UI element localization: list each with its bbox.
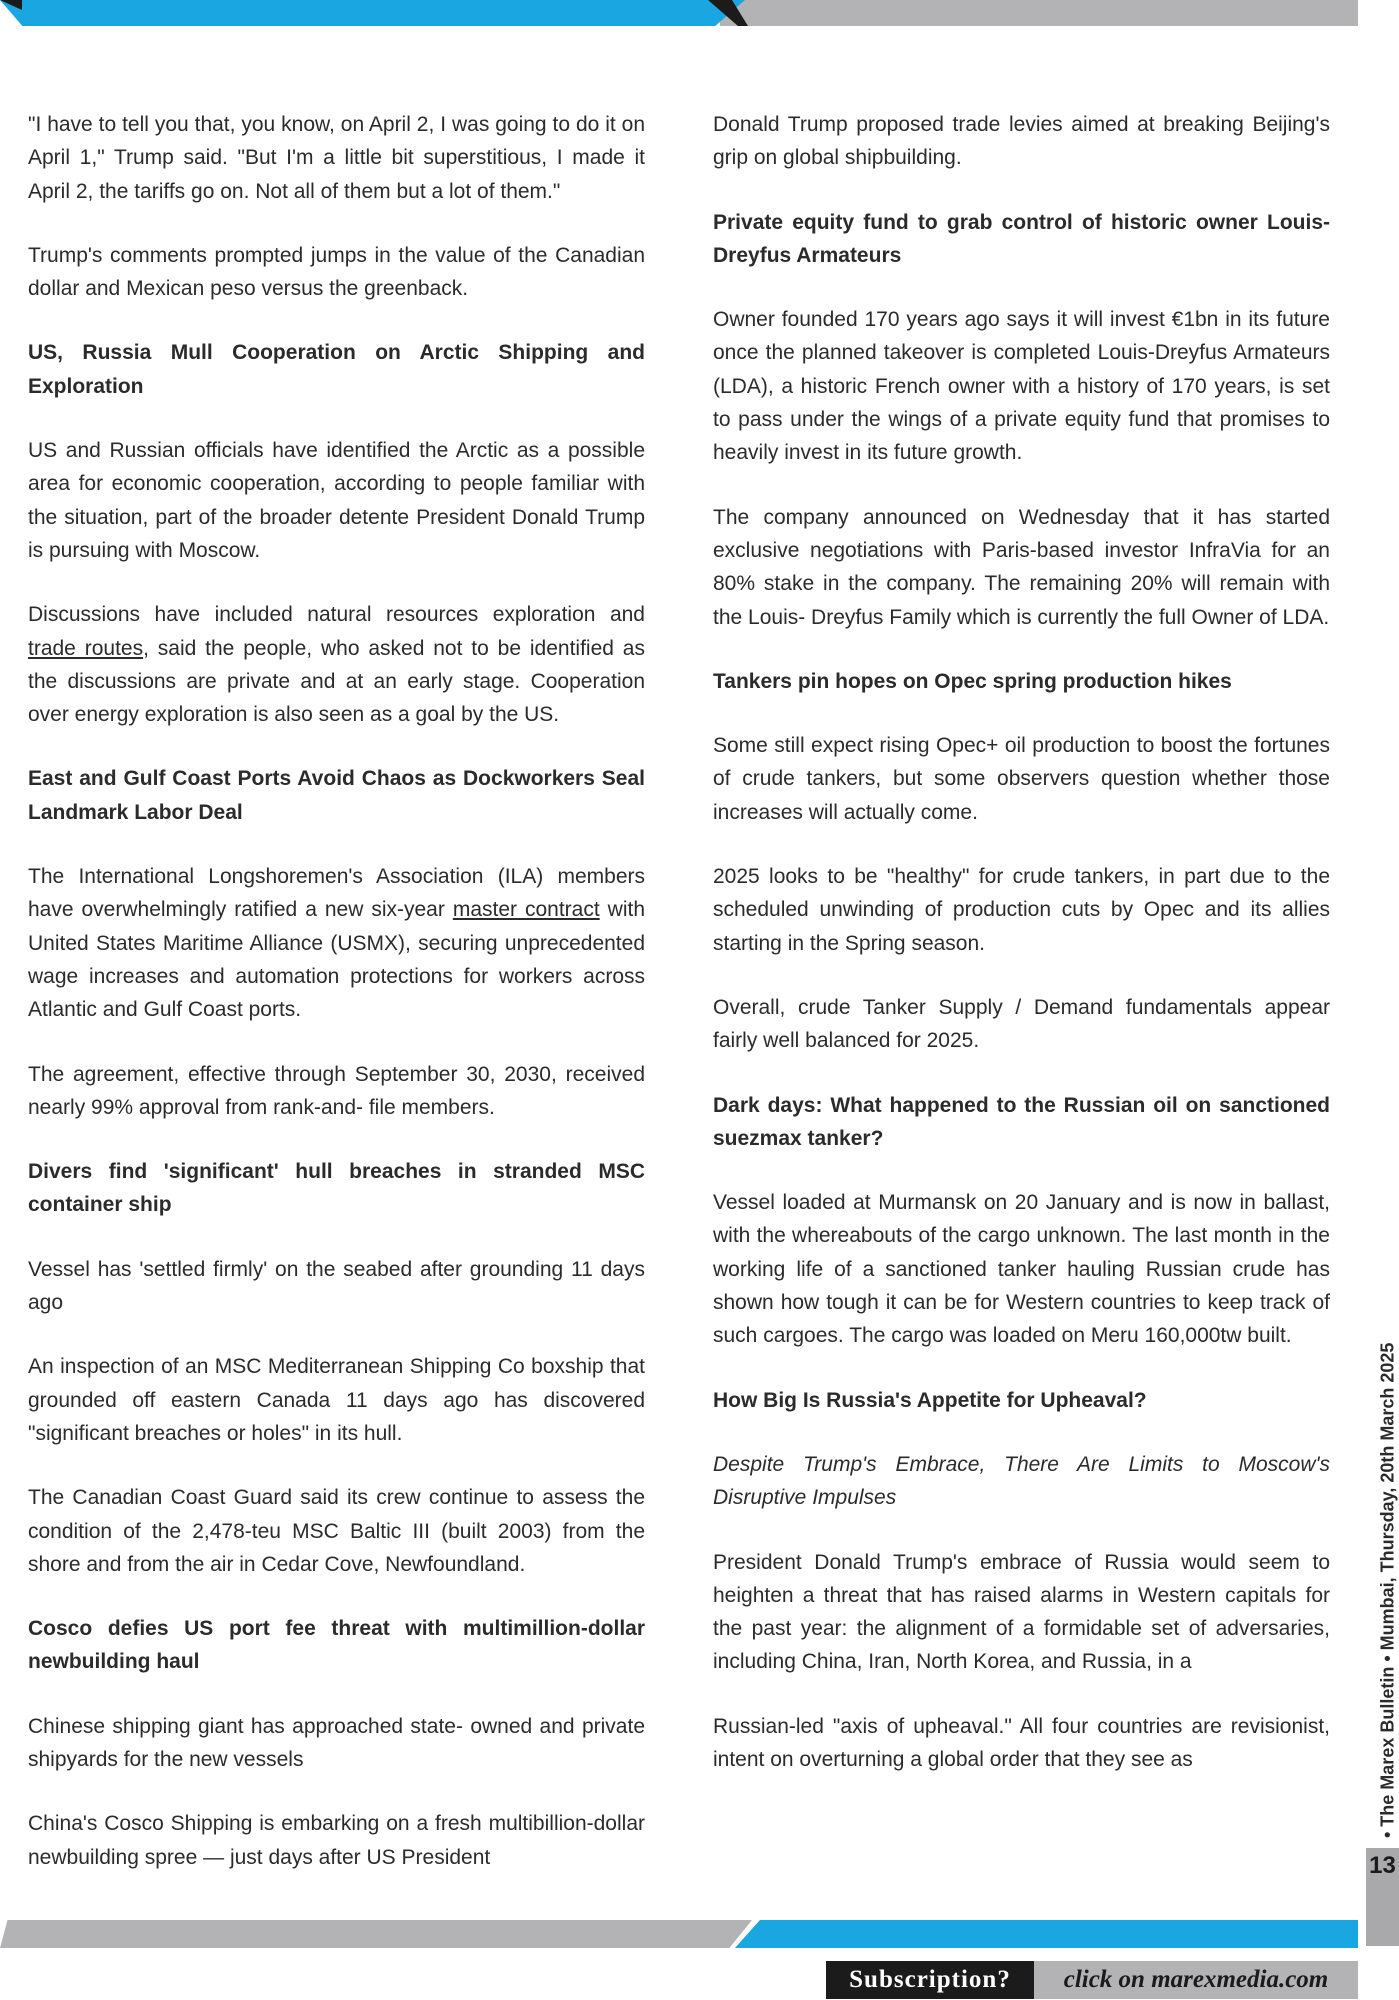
article-paragraph: An inspection of an MSC Mediterranean Shipping Co boxship that grounded off eastern Canada 11 days ago has discovered "significant breaches or holes" in its hull. — [28, 1355, 645, 1445]
article-paragraph: China's Cosco Shipping is embarking on a fresh multibillion-dollar newbuilding spree — just days after US President — [28, 1812, 645, 1869]
article-headline: US, Russia Mull Cooperation on Arctic Shipping and Exploration — [28, 341, 645, 398]
inline-link[interactable]: trade routes — [28, 636, 144, 660]
bottom-blue-bar — [735, 1920, 1358, 1948]
article-paragraph: Chinese shipping giant has approached state- owned and private shipyards for the new vessels — [28, 1714, 645, 1771]
article-paragraph: Trump's comments prompted jumps in the value of the Canadian dollar and Mexican peso versus the greenback. — [28, 243, 645, 301]
article-paragraph: Owner founded 170 years ago says it will invest €1bn in its future once the planned takeover is completed Louis-Dreyfus Armateurs (LDA), a historic French owner with a history of 170 years, is set to pass under the wings of a private equity fund that promises to heavily invest in its future growth. — [713, 308, 1330, 465]
article-paragraph: The company announced on Wednesday that it has started exclusive negotiations with Paris-based investor InfraVia for an 80% stake in the company. The remaining 20% will remain with the Louis- Dreyfus Family which is currently the full Owner of LDA. — [713, 505, 1330, 629]
article-paragraph: Russian-led "axis of upheaval." All four countries are revisionist, intent on overturning a global order that they see as — [713, 1714, 1330, 1771]
article-paragraph: Overall, crude Tanker Supply / Demand fundamentals appear fairly well balanced for 2025. — [713, 995, 1330, 1053]
paragraph-text: with United States Maritime Alliance (USMX), securing unprecedented wage increases and automation protections for workers across Atlantic and Gulf Coast ports. — [28, 898, 646, 1022]
article-headline: Tankers pin hopes on Opec spring production hikes — [713, 669, 1232, 693]
article-paragraph: "I have to tell you that, you know, on April 2, I was going to do it on April 1," Trump said. "But I'm a little bit superstitious, I made it April 2, the tariffs go on. Not all of them but a lot of them." — [28, 113, 645, 203]
article-paragraph: Vessel loaded at Murmansk on 20 January and is now in ballast, with the whereabouts of the cargo unknown. The last month in the working life of a sanctioned tanker hauling Russian crude has shown how tough it can be for Western countries to keep track of such cargoes. The cargo was loaded on Meru 160,000tw built. — [713, 1191, 1330, 1348]
article-paragraph: Donald Trump proposed trade levies aimed at breaking Beijing's grip on global shipbuilding. — [713, 113, 1330, 170]
marexmedia-link[interactable]: click on marexmedia.com — [1034, 1961, 1358, 1999]
article-headline: How Big Is Russia's Appetite for Upheaval? — [713, 1388, 1147, 1412]
right-column — [713, 108, 1330, 1807]
article-headline: Divers find 'significant' hull breaches in stranded MSC container ship — [28, 1160, 645, 1217]
bottom-gray-bar — [0, 1920, 752, 1948]
article-paragraph: The agreement, effective through September 30, 2030, received nearly 99% approval from rank-and- file members. — [28, 1062, 645, 1119]
article-paragraph: Vessel has 'settled firmly' on the seabed after grounding 11 days ago — [28, 1257, 645, 1315]
top-gray-bar — [720, 0, 1358, 26]
subscription-button[interactable]: Subscription? — [826, 1961, 1034, 1999]
paragraph-text: , said the people, who asked not to be identified as the discussions are private and at an early stage. Cooperation over energy exploration is also seen as a goal by the US. — [28, 636, 645, 727]
article-paragraph: Some still expect rising Opec+ oil production to boost the fortunes of crude tankers, but some observers question whether those increases will actually come. — [713, 734, 1330, 824]
article-headline: Private equity fund to grab control of historic owner Louis-Dreyfus Armateurs — [713, 210, 1330, 267]
article-paragraph: 2025 looks to be "healthy" for crude tankers, in part due to the scheduled unwinding of production cuts by Opec and its allies starting in the Spring season. — [713, 865, 1330, 955]
article-headline: Dark days: What happened to the Russian oil on sanctioned suezmax tanker? — [713, 1093, 1330, 1150]
article-subheadline: Despite Trump's Embrace, There Are Limits to Moscow's Disruptive Impulses — [713, 1452, 1330, 1510]
top-blue-bar — [0, 0, 745, 26]
article-paragraph: The Canadian Coast Guard said its crew continue to assess the condition of the 2,478-teu MSC Baltic III (built 2003) from the shore and from the air in Cedar Cove, Newfoundland. — [28, 1486, 645, 1576]
paragraph-text: Discussions have included natural resources exploration and — [28, 603, 645, 627]
article-paragraph — [28, 860, 645, 1026]
left-column — [28, 108, 645, 1905]
article-paragraph: President Donald Trump's embrace of Russia would seem to heighten a threat that has raised alarms in Western capitals for the past year: the alignment of a formidable set of adversaries, including China, Iran, North Korea, and Russia, in a — [713, 1550, 1330, 1674]
side-credit: • The Marex Bulletin • Mumbai, Thursday, 20th March 2025 — [1377, 1342, 1398, 1839]
article-headline: Cosco defies US port fee threat with multimillion-dollar newbuilding haul — [28, 1617, 645, 1674]
paragraph-text: The International Longshoremen's Association (ILA) members have overwhelmingly ratified a new six-year — [28, 865, 645, 922]
page-number: 13 — [1369, 1852, 1396, 1879]
article-headline: East and Gulf Coast Ports Avoid Chaos as Dockworkers Seal Landmark Labor Deal — [28, 767, 645, 824]
article-paragraph: US and Russian officials have identified the Arctic as a possible area for economic cooperation, according to people familiar with the situation, part of the broader detente President Donald Trump is pursuing with Moscow. — [28, 439, 645, 562]
article-paragraph — [28, 598, 645, 731]
inline-link[interactable]: master contract — [452, 898, 600, 922]
